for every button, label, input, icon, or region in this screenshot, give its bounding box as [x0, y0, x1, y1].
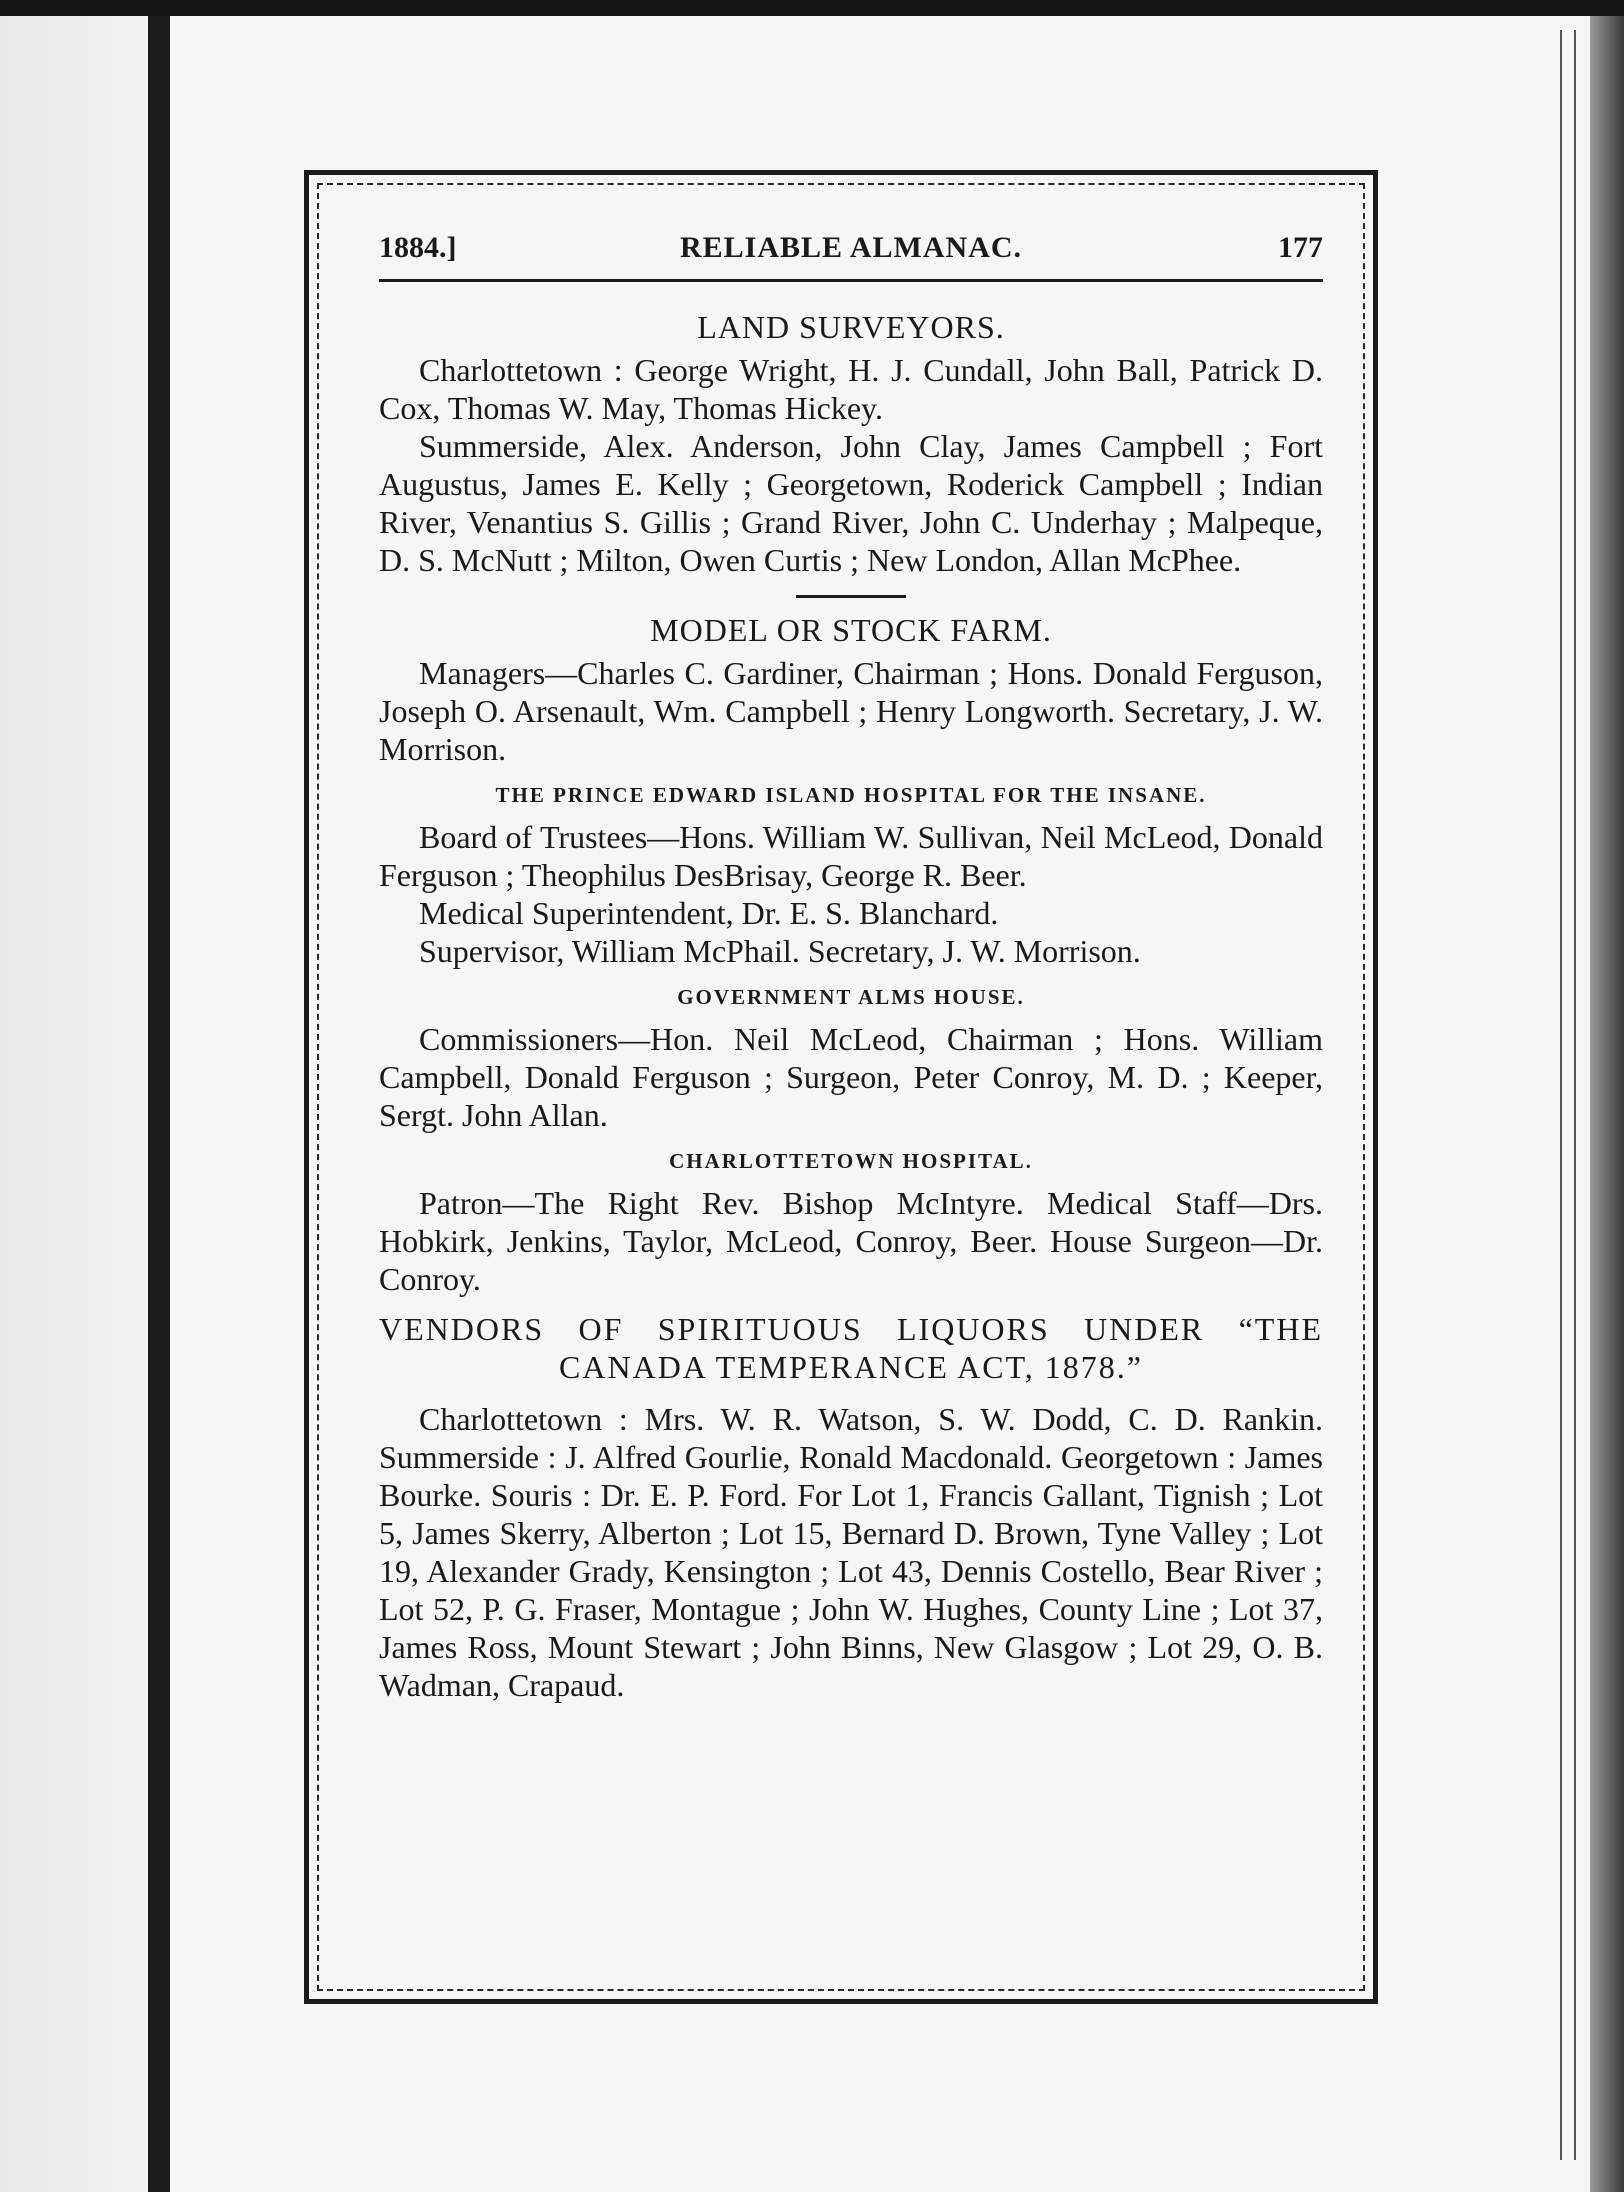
paragraph: Charlottetown : Mrs. W. R. Watson, S. W. Dodd, C. D. Rankin. Summerside : J. Alfred Gourlie, Ronald Macdonald. Georgetown : James Bourke. Souris : Dr. E. P. Ford. For Lot 1, Francis Gallant, Tignish ; Lot 5, James Skerry, Alberton ; Lot 15, Bernard D. Brown, Tyne Valley ; Lot 19, Alexander Grady, Kensington ; Lot 43, Dennis Costello, Bear River ; Lot 52, P. G. Fraser, Montague ; John W. Hughes, County Line ; Lot 37, James Ross, Mount Stewart ; John Binns, New Glasgow ; Lot 29, O. B. Wadman, Crapaud. — [379, 1401, 1323, 1703]
paragraph: Managers—Charles C. Gardiner, Chairman ; Hons. Donald Ferguson, Joseph O. Arsenault, Wm. Campbell ; Henry Longworth. Secretary, J. W. Morrison. — [379, 655, 1323, 767]
header-title: RELIABLE ALMANAC. — [679, 231, 1023, 264]
paragraph: Charlottetown : George Wright, H. J. Cundall, John Ball, Patrick D. Cox, Thomas W. May, Thomas Hickey. — [379, 352, 1323, 426]
section-heading: MODEL OR STOCK FARM. — [650, 612, 1052, 648]
scan-top-strip — [0, 0, 1624, 16]
page-number: 177 — [1278, 231, 1323, 264]
running-head — [379, 225, 1323, 282]
section-divider — [796, 595, 906, 598]
paragraph: Summerside, Alex. Anderson, John Clay, James Campbell ; Fort Augustus, James E. Kelly ; Georgetown, Roderick Campbell ; Indian River, Venantius S. Gillis ; Grand River, John C. Underhay ; Malpeque, D. S. McNutt ; Milton, Owen Curtis ; New London, Allan McPhee. — [379, 428, 1323, 578]
section-heading: VENDORS OF SPIRITUOUS LIQUORS UNDER “THE CANADA TEMPERANCE ACT, 1878.” — [379, 1311, 1323, 1385]
paragraph: Medical Superintendent, Dr. E. S. Blanchard. — [419, 895, 999, 931]
page-frame — [304, 170, 1378, 2004]
section-heading: GOVERNMENT ALMS HOUSE. — [677, 985, 1025, 1009]
page-content — [379, 303, 1323, 1704]
page-edge-line — [1574, 30, 1576, 2160]
header-year: 1884.] — [379, 231, 457, 264]
right-page-shadow — [1590, 16, 1624, 2192]
paragraph: Board of Trustees—Hons. William W. Sullivan, Neil McLeod, Donald Ferguson ; Theophilus DesBrisay, George R. Beer. — [379, 819, 1323, 893]
paragraph: Patron—The Right Rev. Bishop McIntyre. Medical Staff—Drs. Hobkirk, Jenkins, Taylor, McLeod, Conroy, Beer. House Surgeon—Dr. Conroy. — [379, 1185, 1323, 1297]
paragraph: Commissioners—Hon. Neil McLeod, Chairman ; Hons. William Campbell, Donald Ferguson ; Surgeon, Peter Conroy, M. D. ; Keeper, Sergt. John Allan. — [379, 1021, 1323, 1133]
section-heading: THE PRINCE EDWARD ISLAND HOSPITAL FOR THE INSANE. — [495, 783, 1207, 807]
left-page-edge — [0, 16, 148, 2192]
paragraph: Supervisor, William McPhail. Secretary, J. W. Morrison. — [419, 933, 1141, 969]
book-spine — [148, 16, 170, 2192]
section-heading: CHARLOTTETOWN HOSPITAL. — [669, 1149, 1033, 1173]
section-heading: LAND SURVEYORS. — [697, 309, 1005, 345]
page-frame-inner — [317, 183, 1365, 1991]
page-edge-line — [1560, 30, 1562, 2160]
